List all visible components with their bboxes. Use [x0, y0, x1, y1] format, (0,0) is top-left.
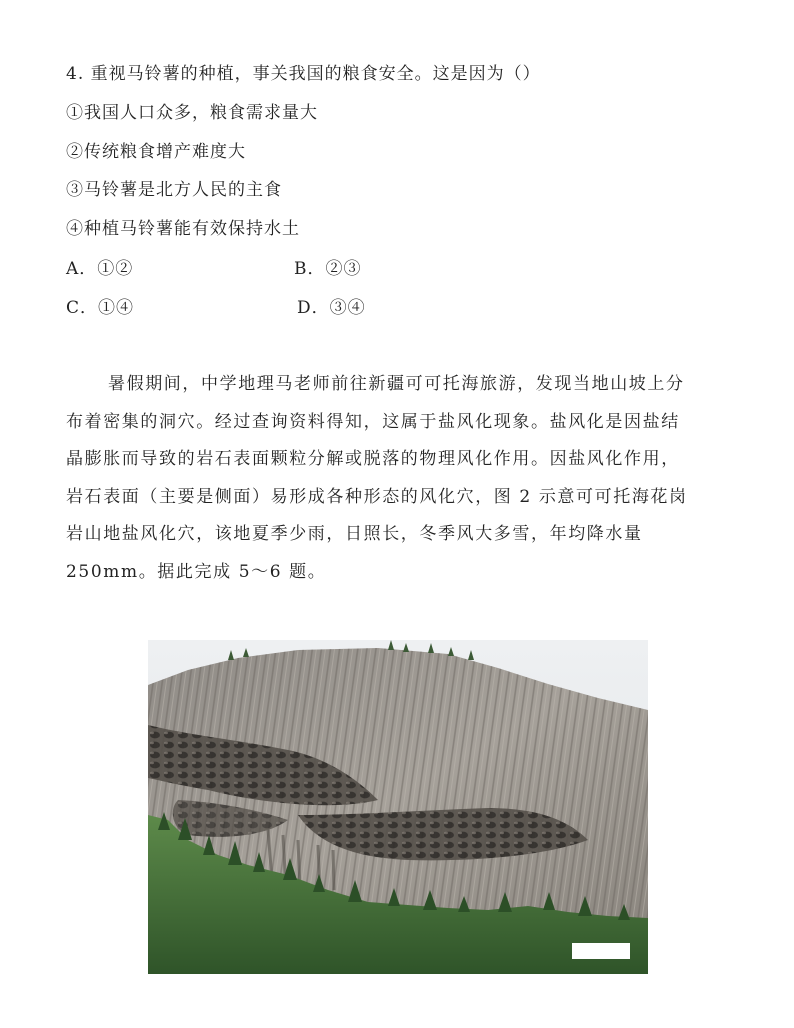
passage-line-6: 250mm。据此完成 5～6 题。 — [66, 561, 327, 582]
statement-3: ③马铃薯是北方人民的主食 — [66, 180, 282, 200]
option-b[interactable]: B．②③ — [294, 259, 362, 279]
scale-bar — [572, 943, 630, 959]
statement-4: ④种植马铃薯能有效保持水土 — [66, 219, 300, 239]
granite-cliff-photo — [148, 640, 648, 974]
photo-illustration — [148, 640, 648, 974]
passage-line-2: 布着密集的洞穴。经过查询资料得知，这属于盐风化现象。盐风化是因盐结 — [66, 411, 680, 432]
question-stem: 4. 重视马铃薯的种植，事关我国的粮食安全。这是因为（） — [66, 64, 541, 84]
passage-line-5: 岩山地盐风化穴，该地夏季少雨，日照长，冬季风大多雪，年均降水量 — [66, 524, 643, 544]
reading-passage — [66, 366, 730, 591]
passage-line-1: 暑假期间，中学地理马老师前往新疆可可托海旅游，发现当地山坡上分 — [108, 374, 685, 394]
passage-line-3: 晶膨胀而导致的岩石表面颗粒分解或脱落的物理风化作用。因盐风化作用， — [66, 449, 680, 469]
option-d[interactable]: D．③④ — [297, 298, 366, 318]
statement-2: ②传统粮食增产难度大 — [66, 142, 246, 162]
statement-1: ①我国人口众多，粮食需求量大 — [66, 103, 318, 123]
passage-line-4: 岩石表面（主要是侧面）易形成各种形态的风化穴，图 2 示意可可托海花岗 — [66, 486, 688, 507]
option-c[interactable]: C．①④ — [66, 298, 135, 318]
option-a[interactable]: A．①② — [66, 259, 134, 279]
